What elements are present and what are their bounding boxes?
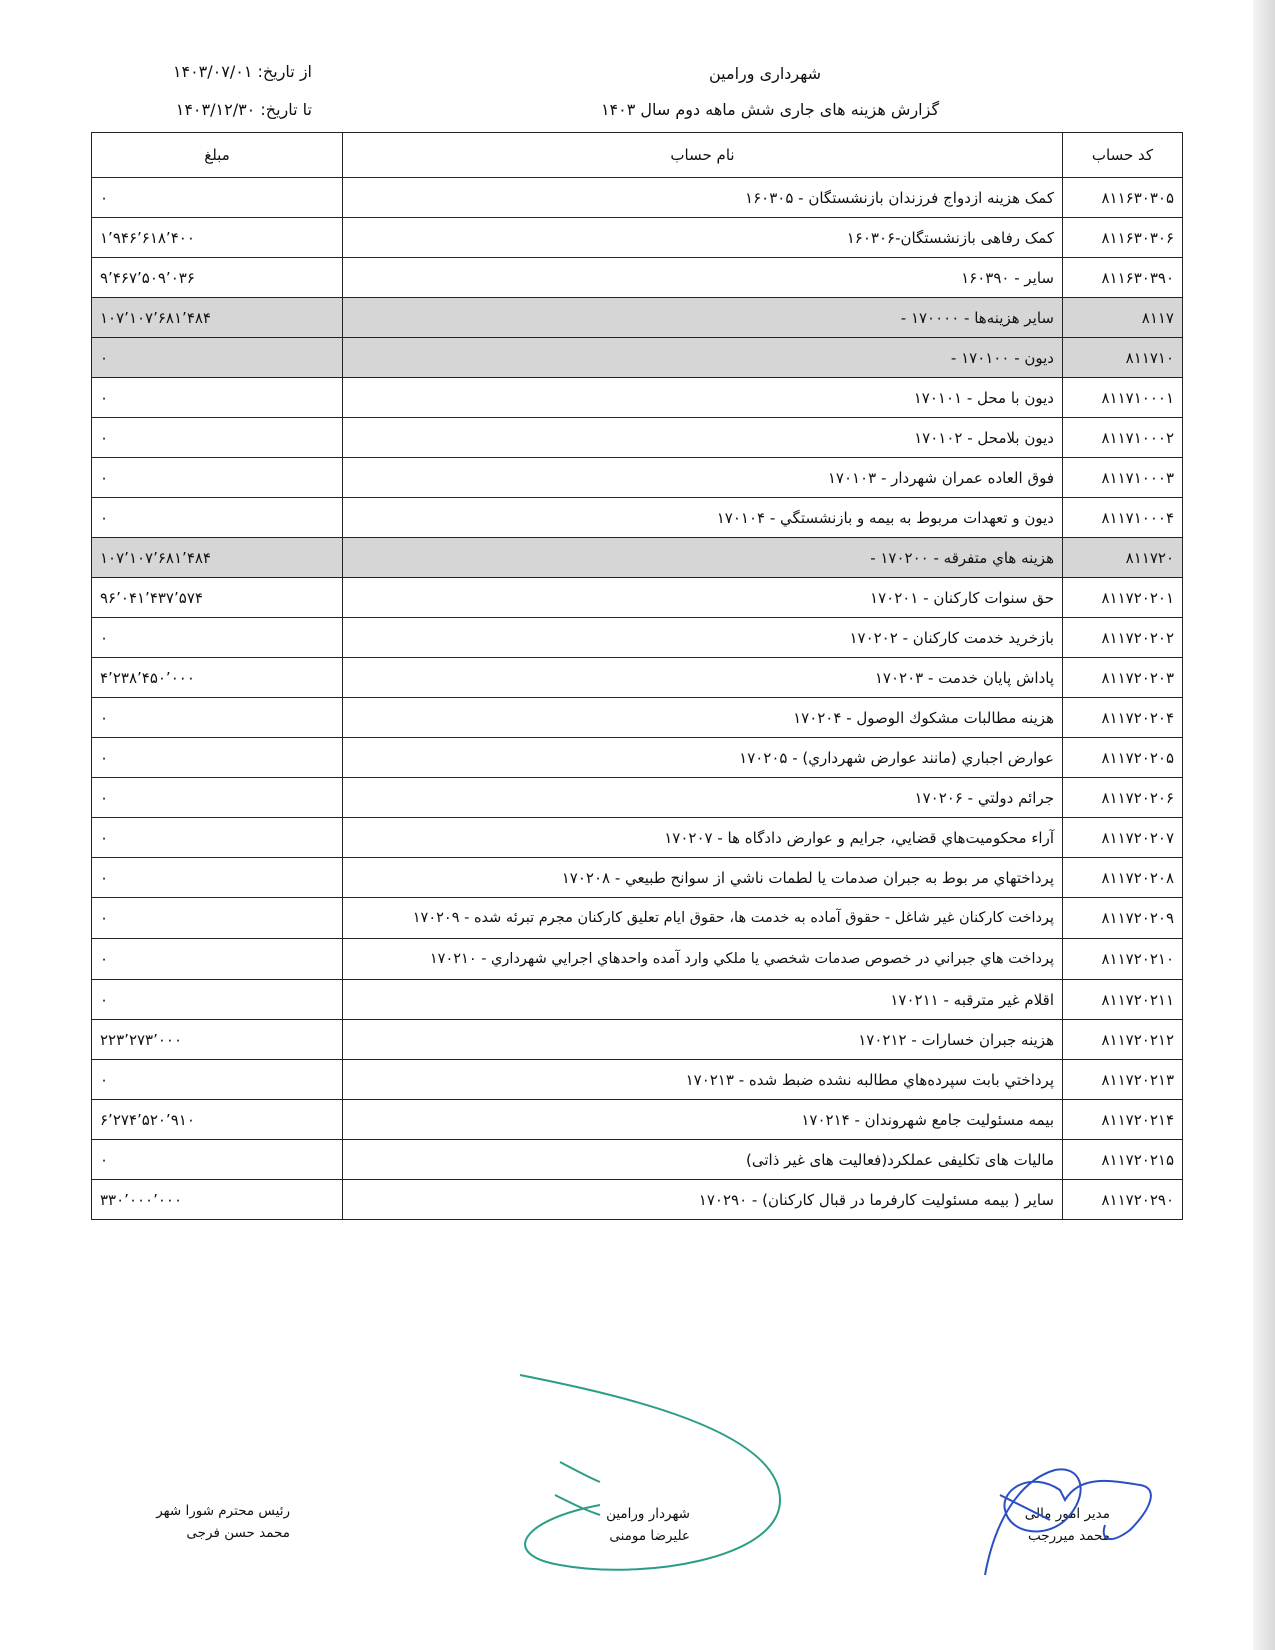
cell-amount: ۰: [92, 980, 343, 1020]
cell-account-name: بیمه مسئولیت جامع شهروندان - ۱۷۰۲۱۴: [343, 1100, 1063, 1140]
finance-role: مدیر امور مالی: [1024, 1506, 1110, 1522]
table-row: [92, 338, 1183, 378]
cell-amount: ۰: [92, 1140, 343, 1180]
cell-amount: ۳۳۰٬۰۰۰٬۰۰۰: [92, 1180, 343, 1220]
table-row: [92, 418, 1183, 458]
cell-amount: ۰: [92, 738, 343, 778]
cell-account-name: پرداختي بابت سپرده‌هاي مطالبه نشده ضبط شده - ۱۷۰۲۱۳: [343, 1060, 1063, 1100]
cell-account-name: بازخرید خدمت كاركنان - ۱۷۰۲۰۲: [343, 618, 1063, 658]
cell-amount: ۰: [92, 818, 343, 858]
table-row: [92, 698, 1183, 738]
cell-account-code: ۸۱۱۷۲۰۲۰۱: [1063, 578, 1183, 618]
cell-amount: ۱۰۷٬۱۰۷٬۶۸۱٬۴۸۴: [92, 298, 343, 338]
date-from: [112, 62, 312, 81]
table-row: [92, 858, 1183, 898]
cell-amount: ۰: [92, 338, 343, 378]
cell-account-code: ۸۱۱۶۳۰۳۹۰: [1063, 258, 1183, 298]
cell-account-code: ۸۱۱۷۲۰۲۹۰: [1063, 1180, 1183, 1220]
scan-edge-shadow: [1253, 0, 1275, 1650]
table-row: [92, 1100, 1183, 1140]
cell-account-code: ۸۱۱۷۲۰۲۱۵: [1063, 1140, 1183, 1180]
signature-council: [156, 1503, 290, 1541]
cell-account-code: ۸۱۱۷۱۰۰۰۱: [1063, 378, 1183, 418]
cell-amount: ۰: [92, 458, 343, 498]
cell-account-name: سایر - ۱۶۰۳۹۰: [343, 258, 1063, 298]
cell-account-name: کمک هزینه ازدواج فرزندان بازنشستگان - ۱۶۰۳۰۵: [343, 178, 1063, 218]
table-row: [92, 538, 1183, 578]
cell-account-name: دیون - ۱۷۰۱۰۰ -: [343, 338, 1063, 378]
cell-account-name: اقلام غیر مترقبه - ۱۷۰۲۱۱: [343, 980, 1063, 1020]
cell-account-code: ۸۱۱۷۱۰۰۰۳: [1063, 458, 1183, 498]
date-to-value: ۱۴۰۳/۱۲/۳۰: [175, 100, 256, 119]
cell-account-code: ۸۱۱۷: [1063, 298, 1183, 338]
cell-amount: ۱۰۷٬۱۰۷٬۶۸۱٬۴۸۴: [92, 538, 343, 578]
mayor-name: علیرضا مومنی: [609, 1528, 690, 1544]
cell-account-name: دیون با محل - ۱۷۰۱۰۱: [343, 378, 1063, 418]
signature-mayor: [580, 1506, 690, 1544]
cell-account-code: ۸۱۱۷۲۰۲۱۳: [1063, 1060, 1183, 1100]
date-to-label: تا تاریخ:: [260, 100, 312, 119]
expense-table: [91, 132, 1183, 1220]
cell-amount: ۱٬۹۴۶٬۶۱۸٬۴۰۰: [92, 218, 343, 258]
cell-account-name: هزینه مطالبات مشکوك الوصول - ۱۷۰۲۰۴: [343, 698, 1063, 738]
cell-account-code: ۸۱۱۷۲۰۲۰۶: [1063, 778, 1183, 818]
table-row: [92, 618, 1183, 658]
mayor-role: شهردار ورامین: [606, 1506, 690, 1522]
cell-account-code: ۸۱۱۶۳۰۳۰۶: [1063, 218, 1183, 258]
table-row: [92, 738, 1183, 778]
cell-account-code: ۸۱۱۷۲۰۲۰۴: [1063, 698, 1183, 738]
cell-amount: ۶٬۲۷۴٬۵۲۰٬۹۱۰: [92, 1100, 343, 1140]
cell-amount: ۰: [92, 498, 343, 538]
table-row: [92, 378, 1183, 418]
cell-amount: ۹٬۴۶۷٬۵۰۹٬۰۳۶: [92, 258, 343, 298]
table-body: [92, 178, 1183, 1220]
cell-account-name: مالیات های تکلیفی عملکرد(فعالیت های غیر ذاتی): [343, 1140, 1063, 1180]
table-row: [92, 1020, 1183, 1060]
cell-amount: ۰: [92, 858, 343, 898]
table-row: [92, 218, 1183, 258]
header-amount: مبلغ: [92, 133, 343, 178]
cell-account-name: حق سنوات كاركنان - ۱۷۰۲۰۱: [343, 578, 1063, 618]
table-row: [92, 818, 1183, 858]
date-from-label: از تاریخ:: [257, 62, 312, 81]
finance-name: محمد میررجب: [1027, 1528, 1110, 1544]
cell-account-code: ۸۱۱۷۲۰۲۰۸: [1063, 858, 1183, 898]
signature-finance: [1000, 1506, 1110, 1544]
table-row: [92, 458, 1183, 498]
table-row: [92, 898, 1183, 939]
org-title: شهرداری ورامین: [709, 64, 821, 83]
cell-account-code: ۸۱۱۷۲۰۲۰۳: [1063, 658, 1183, 698]
cell-account-name: دیون و تعهدات مربوط به بیمه و بازنشستگي - ۱۷۰۱۰۴: [343, 498, 1063, 538]
date-to: [112, 100, 312, 119]
cell-amount: ۰: [92, 418, 343, 458]
cell-account-code: ۸۱۱۷۲۰۲۰۹: [1063, 898, 1183, 939]
cell-amount: ۰: [92, 1060, 343, 1100]
cell-account-name: سایر هزینه‌ها - ۱۷۰۰۰۰ -: [343, 298, 1063, 338]
table-row: [92, 498, 1183, 538]
cell-account-code: ۸۱۱۶۳۰۳۰۵: [1063, 178, 1183, 218]
cell-amount: ۹۶٬۰۴۱٬۴۳۷٬۵۷۴: [92, 578, 343, 618]
cell-account-code: ۸۱۱۷۲۰۲۰۵: [1063, 738, 1183, 778]
cell-amount: ۰: [92, 378, 343, 418]
cell-account-code: ۸۱۱۷۲۰۲۰۲: [1063, 618, 1183, 658]
cell-account-name: عوارض اجباري (مانند عوارض شهرداري) - ۱۷۰۲۰۵: [343, 738, 1063, 778]
cell-account-name: فوق العاده عمران شهردار - ۱۷۰۱۰۳: [343, 458, 1063, 498]
cell-amount: ۰: [92, 698, 343, 738]
cell-account-name: کمک رفاهی بازنشستگان-۱۶۰۳۰۶: [343, 218, 1063, 258]
cell-account-name: پرداخت هاي جبراني در خصوص صدمات شخصي یا ملكي وارد آمده واحدهاي اجرایي شهرداري - ۱۷۰۲۱۰: [343, 939, 1063, 980]
cell-account-name: هزینه هاي متفرقه - ۱۷۰۲۰۰ -: [343, 538, 1063, 578]
table-row: [92, 298, 1183, 338]
cell-account-name: دیون بلامحل - ۱۷۰۱۰۲: [343, 418, 1063, 458]
cell-account-name: جرائم دولتي - ۱۷۰۲۰۶: [343, 778, 1063, 818]
table-row: [92, 178, 1183, 218]
table-row: [92, 1180, 1183, 1220]
cell-amount: ۰: [92, 178, 343, 218]
cell-amount: ۰: [92, 898, 343, 939]
council-role: رئیس محترم شورا شهر: [156, 1503, 290, 1519]
cell-account-code: ۸۱۱۷۲۰۲۰۷: [1063, 818, 1183, 858]
cell-amount: ۰: [92, 778, 343, 818]
cell-account-name: پرداختهاي مر بوط به جبران صدمات یا لطمات ناشي از سوانح طبیعي - ۱۷۰۲۰۸: [343, 858, 1063, 898]
table-row: [92, 1140, 1183, 1180]
table-row: [92, 258, 1183, 298]
header-name: نام حساب: [343, 133, 1063, 178]
table-row: [92, 578, 1183, 618]
cell-account-name: پرداخت كاركنان غیر شاغل - حقوق آماده به خدمت ها، حقوق ایام تعلیق كاركنان مجرم تبرئه شده - ۱۷۰۲۰۹: [343, 898, 1063, 939]
council-name: محمد حسن فرجی: [186, 1525, 290, 1541]
cell-amount: ۲۲۳٬۲۷۳٬۰۰۰: [92, 1020, 343, 1060]
report-title: گزارش هزینه های جاری شش ماهه دوم سال ۱۴۰۳: [600, 100, 940, 119]
date-from-value: ۱۴۰۳/۰۷/۰۱: [172, 62, 253, 81]
cell-account-code: ۸۱۱۷۲۰۲۱۱: [1063, 980, 1183, 1020]
cell-account-name: سایر ( بیمه مسئولیت كارفرما در قبال كاركنان) - ۱۷۰۲۹۰: [343, 1180, 1063, 1220]
cell-account-code: ۸۱۱۷۱۰۰۰۲: [1063, 418, 1183, 458]
cell-account-code: ۸۱۱۷۲۰۲۱۲: [1063, 1020, 1183, 1060]
cell-account-name: پاداش پایان خدمت - ۱۷۰۲۰۳: [343, 658, 1063, 698]
table-row: [92, 1060, 1183, 1100]
cell-account-name: هزینه جبران خسارات - ۱۷۰۲۱۲: [343, 1020, 1063, 1060]
header-code: کد حساب: [1063, 133, 1183, 178]
cell-account-code: ۸۱۱۷۱۰: [1063, 338, 1183, 378]
table-row: [92, 980, 1183, 1020]
cell-amount: ۴٬۲۳۸٬۴۵۰٬۰۰۰: [92, 658, 343, 698]
cell-account-code: ۸۱۱۷۲۰: [1063, 538, 1183, 578]
cell-account-code: ۸۱۱۷۲۰۲۱۰: [1063, 939, 1183, 980]
cell-account-name: آراء محكوميت‌هاي قضایي، جرایم و عوارض دادگاه ها - ۱۷۰۲۰۷: [343, 818, 1063, 858]
cell-account-code: ۸۱۱۷۱۰۰۰۴: [1063, 498, 1183, 538]
table-row: [92, 778, 1183, 818]
table-row: [92, 939, 1183, 980]
cell-account-code: ۸۱۱۷۲۰۲۱۴: [1063, 1100, 1183, 1140]
cell-amount: ۰: [92, 618, 343, 658]
cell-amount: ۰: [92, 939, 343, 980]
table-header-row: [92, 133, 1183, 178]
table-row: [92, 658, 1183, 698]
